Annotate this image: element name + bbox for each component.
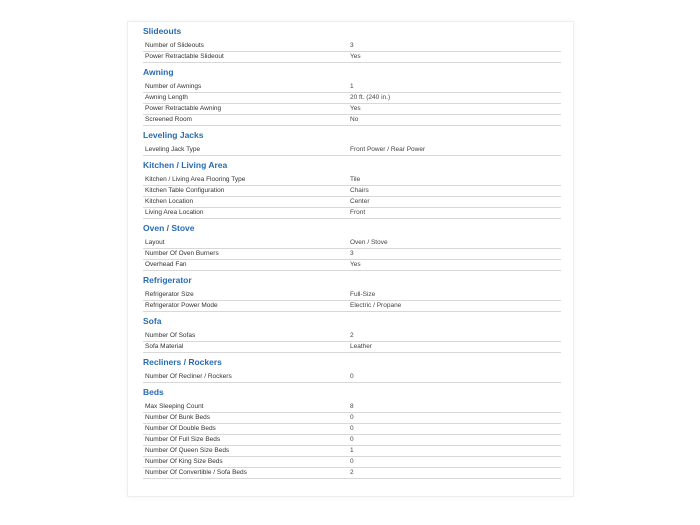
spec-label: Leveling Jack Type: [145, 146, 201, 153]
spec-label: Number Of King Size Beds: [145, 458, 223, 465]
spec-label: Number Of Full Size Beds: [145, 436, 221, 443]
spec-label: Power Retractable Slideout: [145, 53, 224, 60]
spec-row: [143, 446, 561, 457]
spec-row: [143, 457, 561, 468]
section-title: Awning: [143, 67, 174, 77]
spec-label: Number Of Sofas: [145, 332, 196, 339]
spec-value: 1: [350, 447, 354, 454]
spec-label: Awning Length: [145, 94, 188, 101]
spec-value: Yes: [350, 105, 361, 112]
spec-row: [143, 145, 561, 156]
section-title: Leveling Jacks: [143, 130, 204, 140]
spec-row: [143, 372, 561, 383]
spec-label: Power Retractable Awning: [145, 105, 222, 112]
spec-value: 8: [350, 403, 354, 410]
spec-value: 2: [350, 332, 354, 339]
spec-value: Chairs: [350, 187, 369, 194]
spec-row: [143, 435, 561, 446]
spec-value: Center: [350, 198, 370, 205]
spec-value: Front: [350, 209, 366, 216]
spec-row: [143, 260, 561, 271]
spec-section: [143, 26, 561, 63]
spec-value: 0: [350, 458, 354, 465]
section-title: Sofa: [143, 316, 162, 326]
spec-label: Number Of Bunk Beds: [145, 414, 211, 421]
spec-label: Screened Room: [145, 116, 192, 123]
spec-value: 3: [350, 42, 354, 49]
spec-row: [143, 186, 561, 197]
spec-label: Max Sleeping Count: [145, 403, 204, 410]
spec-row: [143, 301, 561, 312]
spec-row: [143, 342, 561, 353]
spec-row: [143, 208, 561, 219]
spec-value: Leather: [350, 343, 373, 350]
spec-label: Kitchen Location: [145, 198, 194, 205]
spec-label: Number Of Queen Size Beds: [145, 447, 230, 454]
spec-label: Number Of Convertible / Sofa Beds: [145, 469, 247, 476]
section-title: Beds: [143, 387, 164, 397]
spec-value: 0: [350, 373, 354, 380]
spec-value: Yes: [350, 53, 361, 60]
spec-section: [143, 275, 561, 312]
spec-section: [143, 316, 561, 353]
spec-value: 1: [350, 83, 354, 90]
spec-label: Refrigerator Power Mode: [145, 302, 218, 309]
section-title: Kitchen / Living Area: [143, 160, 228, 170]
spec-value: 0: [350, 436, 354, 443]
spec-section: [143, 67, 561, 126]
spec-value: Yes: [350, 261, 361, 268]
spec-section: [143, 223, 561, 271]
spec-row: [143, 197, 561, 208]
spec-row: [143, 93, 561, 104]
specifications-panel: [128, 22, 573, 496]
spec-label: Refrigerator Size: [145, 291, 194, 298]
section-title: Recliners / Rockers: [143, 357, 222, 367]
spec-label: Number of Awnings: [145, 83, 202, 90]
spec-row: [143, 115, 561, 126]
spec-value: Tile: [350, 176, 361, 183]
spec-value: 2: [350, 469, 354, 476]
spec-label: Layout: [145, 239, 165, 246]
spec-section: [143, 130, 561, 156]
spec-row: [143, 104, 561, 115]
spec-row: [143, 249, 561, 260]
section-title: Refrigerator: [143, 275, 192, 285]
spec-row: [143, 413, 561, 424]
spec-label: Kitchen Table Configuration: [145, 187, 225, 194]
specifications-list: [143, 26, 561, 483]
spec-row: [143, 82, 561, 93]
spec-value: 0: [350, 414, 354, 421]
spec-value: 0: [350, 425, 354, 432]
spec-label: Number Of Recliner / Rockers: [145, 373, 232, 380]
spec-section: [143, 160, 561, 219]
spec-label: Overhead Fan: [145, 261, 187, 268]
spec-row: [143, 402, 561, 413]
section-title: Oven / Stove: [143, 223, 195, 233]
spec-value: Full-Size: [350, 291, 376, 298]
spec-row: [143, 331, 561, 342]
spec-row: [143, 468, 561, 479]
spec-value: Electric / Propane: [350, 302, 402, 309]
spec-row: [143, 41, 561, 52]
spec-label: Number Of Oven Burners: [145, 250, 219, 257]
spec-section: [143, 357, 561, 383]
spec-value: 3: [350, 250, 354, 257]
spec-row: [143, 424, 561, 435]
spec-value: No: [350, 116, 359, 123]
spec-value: Oven / Stove: [350, 239, 388, 246]
spec-label: Living Area Location: [145, 209, 204, 216]
spec-label: Number of Slideouts: [145, 42, 204, 49]
spec-row: [143, 290, 561, 301]
spec-value: 20 ft. (240 in.): [350, 94, 391, 101]
spec-value: Front Power / Rear Power: [350, 146, 426, 153]
spec-section: [143, 387, 561, 479]
section-title: Slideouts: [143, 26, 182, 36]
spec-label: Sofa Material: [145, 343, 184, 350]
spec-label: Kitchen / Living Area Flooring Type: [145, 176, 246, 183]
spec-row: [143, 238, 561, 249]
spec-row: [143, 175, 561, 186]
spec-label: Number Of Double Beds: [145, 425, 216, 432]
spec-row: [143, 52, 561, 63]
